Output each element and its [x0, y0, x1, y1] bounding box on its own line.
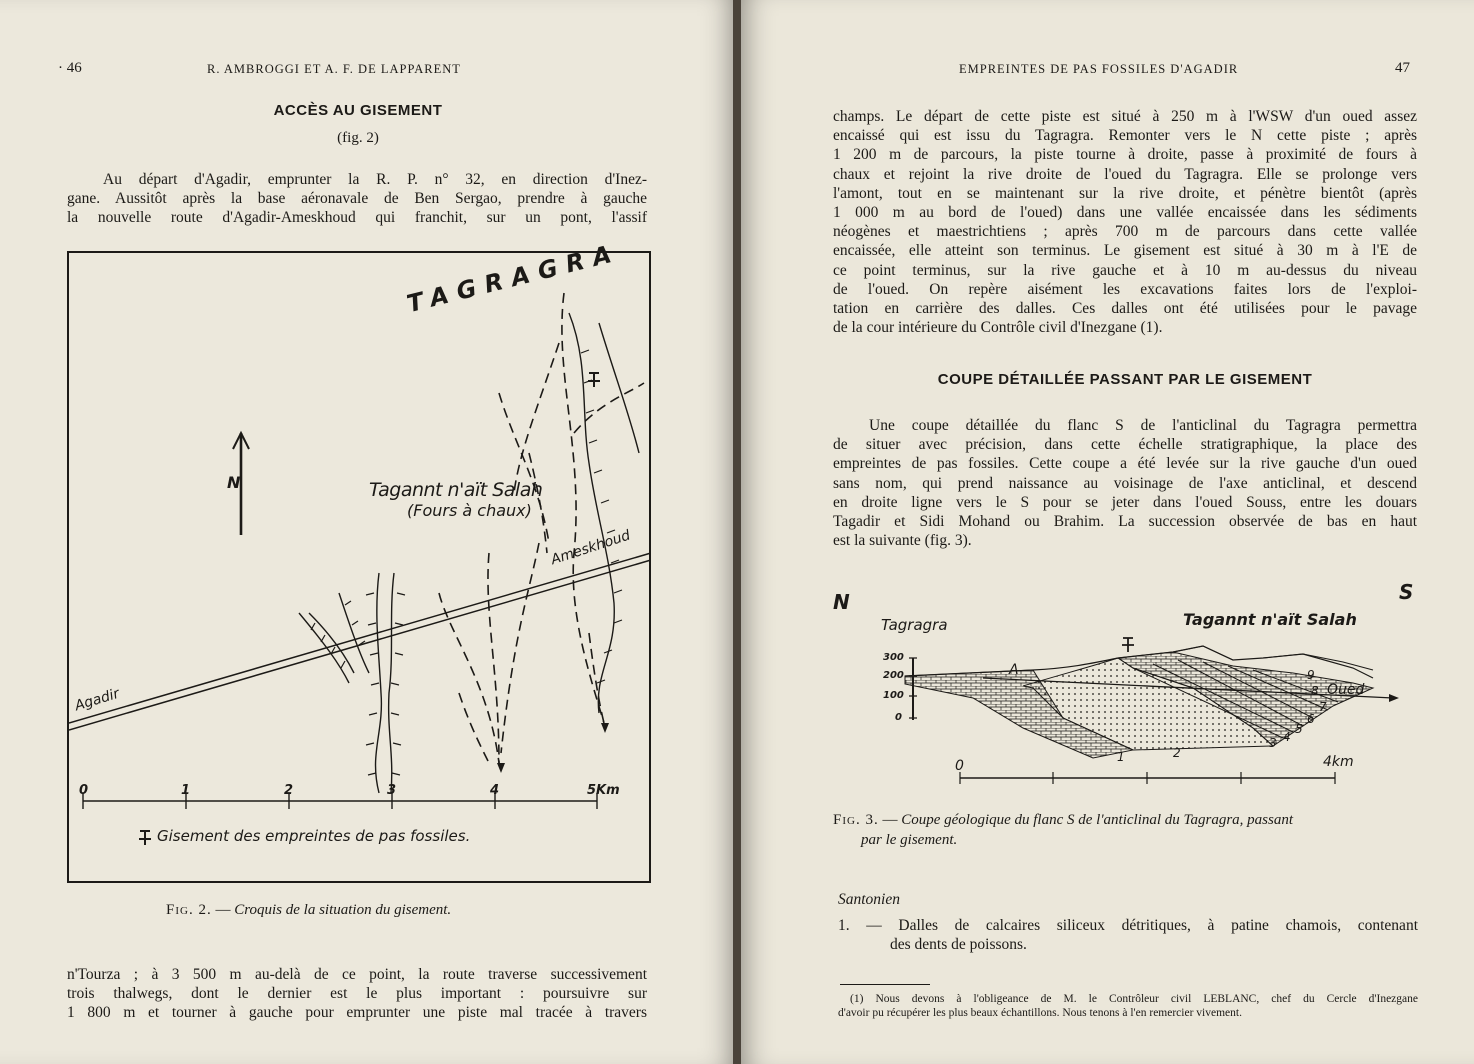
text-line: d'avoir pu récupérer les plus beaux échantillons. Nous tenons à l'en remercier vivement.: [838, 1007, 1242, 1019]
elev-tick-100: 100: [883, 690, 904, 701]
layer-6: 6: [1307, 712, 1315, 726]
page-number-left: · 46: [58, 60, 82, 76]
figure-2-caption: Fig. 2. — Croquis de la situation du gisement.: [166, 902, 452, 918]
scale-tick-2: 2: [284, 783, 294, 798]
section-fig-ref: (fig. 2): [337, 130, 379, 146]
text-line: gane. Aussitôt après la base aéronavale de Ben Sergao, prendre à gauche: [67, 190, 647, 208]
text-line: Tagadir et Sidi Mohand ou Brahim. La succession observée de bas en haut: [833, 513, 1417, 531]
section-scale-end: 4km: [1323, 754, 1354, 770]
text-line: de la cour intérieure du Contrôle civil d'Inezgane (1).: [833, 319, 1163, 337]
text-line: tation en carrière des dalles. Ces dalles ont été utilisées pour le pavage: [833, 300, 1417, 318]
stratigraphic-item-1: [838, 916, 1418, 954]
text-line: 1 800 m et tourner à gauche pour emprunter une piste mal tracée à travers: [67, 1004, 647, 1022]
figure-3-caption: Fig. 3. — Coupe géologique du flanc S de l'anticlinal du Tagragra, passant par le gisement.: [833, 812, 1294, 848]
text-line: (1) Nous devons à l'obligeance de M. le Contrôleur civil LEBLANC, chef du Cercle d'Inezgane: [850, 993, 1418, 1005]
right-page: [741, 0, 1474, 1064]
text-line: est la suivante (fig. 3).: [833, 532, 972, 550]
text-line: Au départ d'Agadir, emprunter la R. P. n° 32, en direction d'Inez-: [103, 171, 647, 188]
elev-tick-200: 200: [883, 670, 904, 681]
text-line: de l'oued. On repère aisément les excavations faites lors de l'exploi-: [833, 280, 1417, 298]
footnote: [838, 992, 1418, 1020]
figure-3-caption-line2: par le gisement.: [861, 832, 958, 848]
layer-7: 7: [1319, 700, 1327, 714]
text-line: ce point terminus, sur la rive gauche et à 10 m au-dessus du niveau: [833, 261, 1417, 279]
scale-tick-0: 0: [79, 783, 89, 798]
section-title-acces: ACCÈS AU GISEMENT: [273, 102, 443, 119]
figure-3-section: [833, 578, 1433, 798]
text-line: néogènes et maestrichtiens ; après 700 m de parcours dans cette vallée: [833, 223, 1417, 241]
layer-3: 3: [1269, 736, 1277, 750]
text-line: trois thalwegs, dont le dernier est le plus important : poursuivre sur: [67, 985, 647, 1003]
right-paragraph-1: [833, 107, 1417, 337]
section-label-north: N: [833, 590, 850, 614]
scale-tick-4: 4: [490, 783, 500, 798]
section-label-village: Tagannt n'aït Salah: [1183, 610, 1357, 629]
text-line: encaissée, elle atteint son terminus. Le gisement est situé à 30 m à l'E de: [833, 242, 1417, 260]
layer-5: 5: [1295, 722, 1303, 736]
left-page: [0, 0, 733, 1064]
text-line: chaux et rejoint la rive droite de l'oued du Tagragra. Elle se prolonge vers: [833, 165, 1417, 183]
scale-tick-3: 3: [387, 783, 397, 798]
running-head-right: EMPREINTES DE PAS FOSSILES D'AGADIR: [959, 62, 1239, 76]
text-line: en droite ligne vers le S pour se jeter dans l'oued Souss, entre les douars: [833, 493, 1417, 511]
text-line: champs. Le départ de cette piste est situé à 250 m à l'WSW d'un oued assez: [833, 108, 1417, 125]
text-line: l'amont, tout en se maintenant sur la rive droite, et pénètre bientôt (après: [833, 184, 1417, 202]
elev-tick-0: 0: [895, 712, 902, 723]
text-line: encaissé qui est issu du Tagragra. Remonter vers le N cette piste ; après: [833, 127, 1417, 145]
map-label-village: Tagannt n'aït Salah: [369, 479, 543, 501]
footnote-rule: [840, 984, 930, 985]
elev-tick-300: 300: [883, 652, 904, 663]
figure-3-label: Fig. 3.: [833, 812, 879, 828]
right-paragraph-2: [833, 416, 1417, 550]
map-label-ameskhoud: Ameskhoud: [549, 527, 633, 569]
section-label-oued: Oued: [1327, 682, 1365, 698]
text-line: n'Tourza ; à 3 500 m au-delà de ce point, la route traverse successivement: [67, 966, 647, 983]
map-north-label: N: [227, 473, 241, 492]
map-legend-gisement: Gisement des empreintes de pas fossiles.: [157, 827, 471, 845]
page-number-right: 47: [1395, 60, 1410, 76]
scale-tick-5km: 5Km: [587, 783, 620, 798]
text-line: empreintes de pas fossiles. Cette coupe a été levée sur la rive gauche d'un oued: [833, 455, 1417, 473]
figure-2-map: [67, 238, 651, 883]
left-paragraph-2: [67, 965, 647, 1023]
layer-2: 2: [1173, 746, 1181, 760]
book-gutter: [733, 0, 741, 1064]
figure-3-caption-line1: Coupe géologique du flanc S de l'anticlinal du Tagragra, passant: [901, 812, 1294, 828]
section-title-coupe: COUPE DÉTAILLÉE PASSANT PAR LE GISEMENT: [937, 371, 1313, 388]
section-label-south: S: [1399, 580, 1414, 604]
map-label-agadir: Agadir: [73, 685, 122, 715]
map-label-fours: (Fours à chaux): [407, 501, 532, 520]
section-label-a: A: [1009, 662, 1019, 678]
figure-2-label: Fig. 2.: [166, 902, 212, 918]
section-label-tagragra: Tagragra: [881, 616, 948, 634]
scale-tick-1: 1: [181, 783, 191, 798]
text-line: 1. — Dalles de calcaires siliceux détritiques, à patine chamois, contenant: [838, 917, 1418, 934]
layer-1: 1: [1117, 750, 1125, 764]
left-paragraph-1: [67, 170, 647, 228]
text-line: sans nom, qui prend naissance au voisinage de l'axe anticlinal, et descend: [833, 474, 1417, 492]
oued-arrow: [1389, 694, 1399, 702]
text-line: 1 200 m de parcours, la piste tourne à droite, passe à proximité de fours à: [833, 146, 1417, 164]
text-line: Une coupe détaillée du flanc S de l'anticlinal du Tagragra permettra: [869, 417, 1417, 434]
text-line: 1 000 m au bord de l'oued) dans une vallée encaissée dans les sédiments: [833, 204, 1417, 222]
layer-9: 9: [1307, 668, 1315, 682]
text-line: la nouvelle route d'Agadir-Ameskhoud qui franchit, sur un pont, l'assif: [67, 209, 647, 227]
stage-heading: Santonien: [838, 891, 900, 908]
figure-2-caption-text: Croquis de la situation du gisement.: [234, 902, 452, 918]
layer-4: 4: [1283, 730, 1291, 744]
section-scale-start: 0: [955, 758, 964, 774]
text-line: des dents de poissons.: [890, 936, 1027, 954]
running-head-left: R. AMBROGGI ET A. F. DE LAPPARENT: [207, 62, 461, 76]
text-line: de situer avec précision, dans cette échelle stratigraphique, la place des: [833, 436, 1417, 454]
layer-8: 8: [1311, 684, 1319, 698]
map-arrows: [497, 723, 609, 773]
map-label-tagragra: TAGRAGRA: [404, 238, 623, 319]
map-drawing: [69, 253, 649, 881]
cliff-hachures: [311, 350, 622, 775]
